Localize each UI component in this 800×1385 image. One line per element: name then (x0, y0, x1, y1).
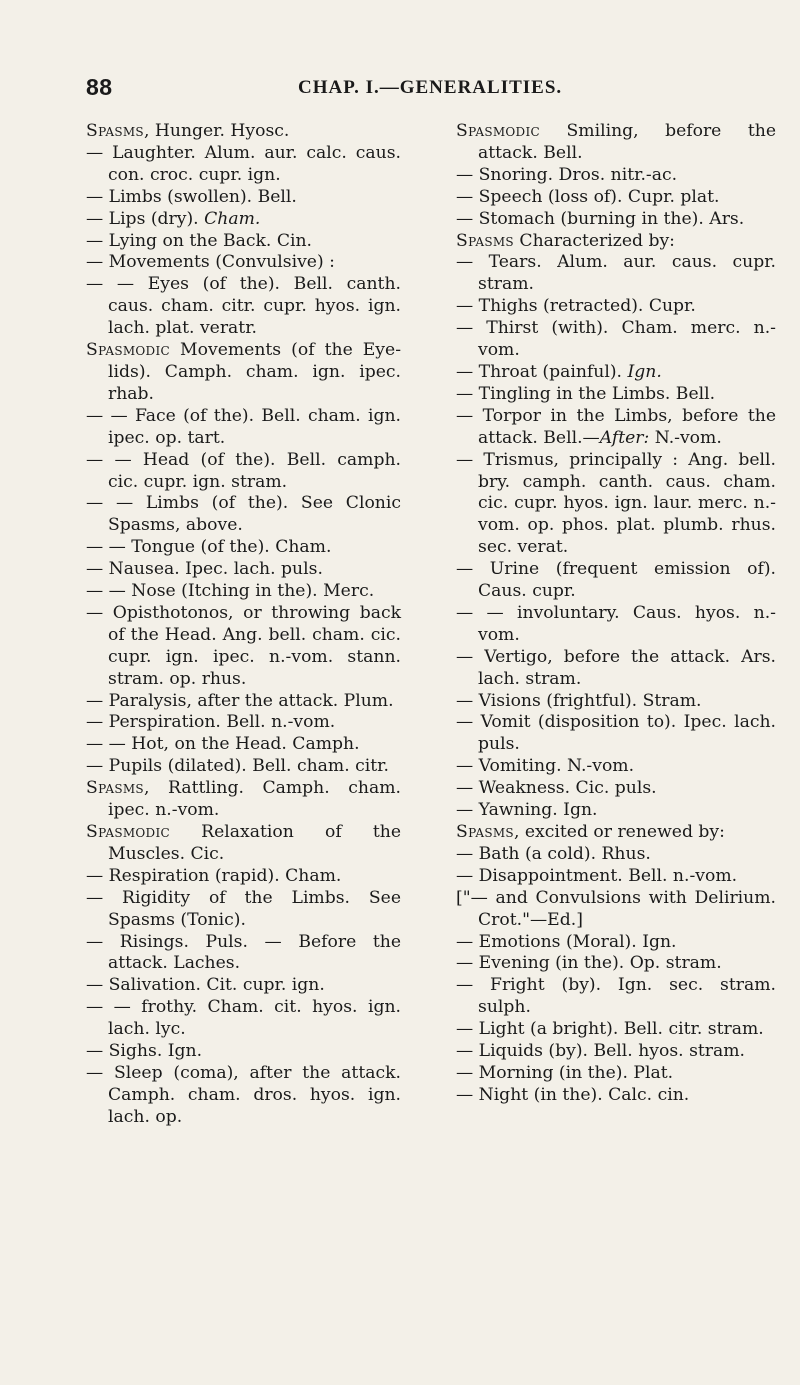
entry-text: — Risings. Puls. — Before the attack. Laches. (86, 931, 401, 974)
entry-text: — Sleep (coma), after the attack. Camph. cham. dros. hyos. ign. lach. op. (86, 1062, 401, 1127)
entry-text: Movements (of the Eye-lids). Camph. cham. ign. ipec. rhab. (108, 340, 401, 404)
index-entry (86, 340, 401, 406)
index-entry (456, 121, 776, 165)
index-entry (86, 932, 401, 976)
index-entry (456, 647, 776, 691)
entry-heading: Spasms (456, 230, 514, 251)
entry-text: ["— and Convulsions with Delirium. Crot."—Ed.] (456, 887, 776, 930)
entry-text: — Liquids (by). Bell. hyos. stram. (456, 1041, 746, 1062)
entry-text: — Nausea. Ipec. lach. puls. (86, 559, 323, 580)
index-entry (456, 296, 776, 318)
index-entry (86, 406, 401, 450)
entry-text: — Respiration (rapid). Cham. (86, 865, 342, 886)
entry-text: — — Nose (Itching in the). Merc. (86, 581, 375, 602)
entry-emphasis: Ign. (627, 361, 662, 382)
entry-text: — Urine (frequent emission of). Caus. cupr. (456, 559, 776, 602)
index-entry (456, 712, 776, 756)
entry-text: — Opisthotonos, or throwing back of the Head. Ang. bell. cham. cic. cupr. ign. ipec. n.-vom. stann. stram. op. rhus. (86, 602, 401, 689)
index-entry (456, 252, 776, 296)
index-entry (456, 1041, 776, 1063)
entry-text: , excited or renewed by: (513, 822, 725, 842)
left-column (86, 121, 401, 1129)
index-entry (456, 318, 776, 362)
index-entry (86, 231, 401, 253)
index-entry (86, 734, 401, 756)
entry-text: — Lips (dry). (86, 208, 205, 229)
entry-text: , Hunger. Hyosc. (143, 121, 290, 141)
entry-heading: Spasmodic (86, 822, 171, 842)
index-entry (86, 975, 401, 997)
entry-text: — Bath (a cold). Rhus. (456, 843, 651, 864)
index-entry (456, 778, 776, 800)
index-entry (456, 888, 776, 932)
index-entry (456, 800, 776, 822)
index-entry (456, 822, 776, 844)
index-entry (86, 866, 401, 888)
entry-text: — Visions (frightful). Stram. (456, 690, 702, 711)
index-entry (86, 121, 401, 143)
index-entry (456, 844, 776, 866)
index-entry (86, 603, 401, 691)
index-entry (86, 756, 401, 778)
entry-text: — Fright (by). Ign. sec. stram. sulph. (456, 975, 776, 1018)
index-entry (86, 537, 401, 559)
entry-text: — Disappointment. Bell. n.-vom. (456, 865, 738, 886)
entry-text: — Movements (Convulsive) : (86, 252, 335, 273)
index-entry (456, 165, 776, 187)
entry-text: — Vertigo, before the attack. Ars. lach. stram. (456, 646, 776, 689)
index-entry (86, 493, 401, 537)
index-entry (86, 143, 401, 187)
entry-text: — Light (a bright). Bell. citr. stram. (456, 1019, 764, 1040)
entry-text: — Thighs (retracted). Cupr. (456, 296, 696, 317)
index-entry (456, 953, 776, 975)
entry-tail: N.-vom. (649, 427, 722, 448)
entry-text: — — frothy. Cham. cit. hyos. ign. lach. lyc. (86, 997, 401, 1040)
entry-text: Relaxation of the Muscles. Cic. (108, 822, 401, 864)
index-entry (456, 231, 776, 253)
entry-text: — Thirst (with). Cham. merc. n.-vom. (456, 318, 776, 361)
entry-text: — Throat (painful). (456, 361, 628, 382)
index-entry (456, 1019, 776, 1041)
right-column (456, 121, 776, 1107)
index-entry (456, 362, 776, 384)
index-entry (86, 252, 401, 274)
entry-text: — — Tongue (of the). Cham. (86, 537, 332, 558)
index-entry (456, 603, 776, 647)
entry-text: — Salivation. Cit. cupr. ign. (86, 975, 325, 996)
entry-text: — — Head (of the). Bell. camph. cic. cupr. ign. stram. (86, 449, 401, 492)
entry-text: — Weakness. Cic. puls. (456, 778, 657, 799)
entry-text: — Emotions (Moral). Ign. (456, 931, 677, 952)
entry-heading: Spasms (456, 822, 514, 842)
entry-text: — Tingling in the Limbs. Bell. (456, 383, 716, 404)
index-entry (86, 1041, 401, 1063)
index-entry (86, 822, 401, 866)
index-entry (86, 888, 401, 932)
entry-text: — — involuntary. Caus. hyos. n.-vom. (456, 602, 776, 645)
entry-text: — Trismus, principally : Ang. bell. bry. camph. canth. caus. cham. cic. cupr. hyos. ign. laur. merc. n.-vom. op. phos. plat. plumb. rhus. sec. verat. (456, 449, 776, 558)
entry-heading: Spasms (86, 121, 144, 141)
entry-text: — — Limbs (of the). See Clonic Spasms, above. (86, 493, 401, 536)
entry-heading: Spasmodic (86, 340, 171, 361)
entry-text: — Vomiting. N.-vom. (456, 756, 635, 777)
index-entry (456, 187, 776, 209)
index-entry (456, 756, 776, 778)
entry-heading: Spasms (86, 778, 144, 799)
index-entry (86, 450, 401, 494)
entry-text: — Evening (in the). Op. stram. (456, 953, 722, 974)
entry-text: Characterized by: (513, 230, 675, 251)
entry-text: — Pupils (dilated). Bell. cham. citr. (86, 756, 389, 777)
entry-text: — Torpor in the Limbs, before the attack. Bell.— (456, 405, 776, 448)
entry-text: — Night (in the). Calc. cin. (456, 1084, 690, 1105)
entry-text: — — Face (of the). Bell. cham. ign. ipec. op. tart. (86, 405, 401, 448)
entry-text: — Paralysis, after the attack. Plum. (86, 690, 394, 711)
page-number: 88 (86, 74, 113, 100)
running-title: CHAP. I.—GENERALITIES. (298, 77, 563, 98)
page-header (86, 74, 686, 104)
index-entry (86, 559, 401, 581)
entry-text: — Morning (in the). Plat. (456, 1062, 674, 1083)
entry-text: — Stomach (burning in the). Ars. (456, 208, 745, 229)
index-entry (456, 691, 776, 713)
entry-text: — Laughter. Alum. aur. calc. caus. con. croc. cupr. ign. (86, 142, 401, 185)
index-entry (456, 406, 776, 450)
entry-text: — Limbs (swollen). Bell. (86, 186, 297, 207)
entry-text: — Perspiration. Bell. n.-vom. (86, 712, 336, 733)
entry-text: , Rattling. Camph. cham. ipec. n.-vom. (108, 778, 401, 821)
index-entry (456, 559, 776, 603)
index-entry (456, 384, 776, 406)
index-entry (86, 1063, 401, 1129)
index-entry (86, 691, 401, 713)
entry-heading: Spasmodic (456, 121, 541, 141)
index-entry (86, 778, 401, 822)
index-entry (86, 581, 401, 603)
index-entry (456, 1085, 776, 1107)
index-entry (86, 712, 401, 734)
index-entry (456, 450, 776, 560)
entry-text: — Yawning. Ign. (456, 800, 598, 821)
entry-text: Smiling, before the attack. Bell. (478, 121, 776, 163)
entry-emphasis: Cham. (204, 208, 261, 229)
entry-emphasis: After: (599, 427, 650, 448)
entry-text: — Vomit (disposition to). Ipec. lach. puls. (456, 712, 776, 755)
entry-text: — Tears. Alum. aur. caus. cupr. stram. (456, 252, 776, 295)
index-entry (86, 187, 401, 209)
entry-text: — Lying on the Back. Cin. (86, 230, 313, 251)
index-entry (456, 975, 776, 1019)
index-entry (456, 932, 776, 954)
entry-text: — Snoring. Dros. nitr.-ac. (456, 164, 678, 185)
entry-text: — Sighs. Ign. (86, 1041, 203, 1062)
index-entry (456, 866, 776, 888)
index-entry (86, 209, 401, 231)
index-entry (456, 1063, 776, 1085)
index-entry (86, 997, 401, 1041)
entry-text: — Rigidity of the Limbs. See Spasms (Tonic). (86, 887, 401, 930)
entry-text: — — Eyes (of the). Bell. canth. caus. cham. citr. cupr. hyos. ign. lach. plat. veratr. (86, 274, 401, 339)
entry-text: — — Hot, on the Head. Camph. (86, 734, 360, 755)
entry-text: — Speech (loss of). Cupr. plat. (456, 186, 720, 207)
index-entry (86, 274, 401, 340)
index-entry (456, 209, 776, 231)
